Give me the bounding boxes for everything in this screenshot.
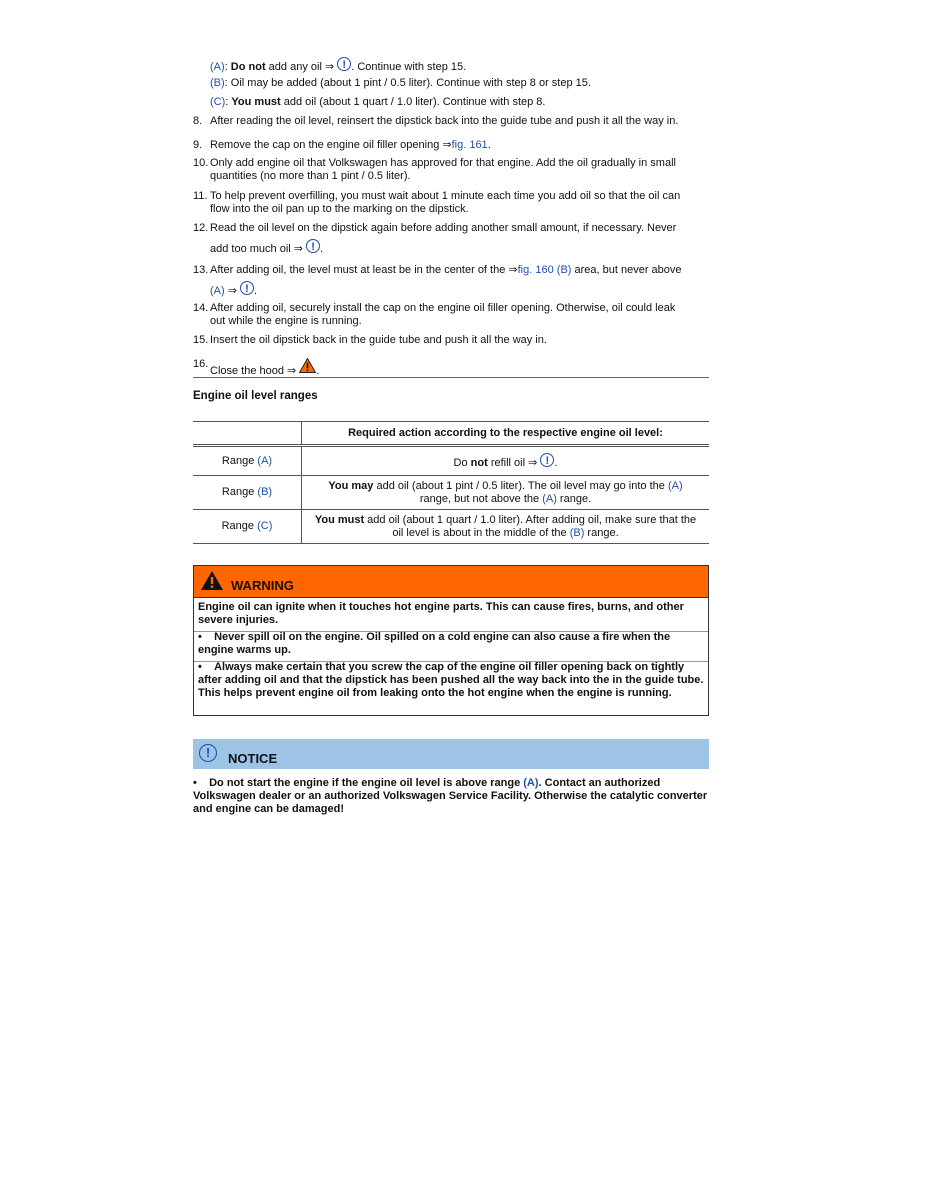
warning-triangle-icon[interactable] xyxy=(299,358,316,377)
notice-title: NOTICE xyxy=(228,751,278,766)
step-number: 10. xyxy=(193,157,209,169)
step-number: 9. xyxy=(193,139,203,151)
warning-box xyxy=(193,565,709,716)
action-cell: Do not refill oil ⇒ ! . xyxy=(302,446,710,476)
range-letter: (A) xyxy=(523,777,539,789)
range-cell: Range (C) xyxy=(193,510,302,544)
action-cell: You must add oil (about 1 quart / 1.0 liter). After adding oil, make sure that the oil level is about in the middle of the (B) range. xyxy=(302,510,710,544)
range-letter: (C) xyxy=(257,520,273,532)
range-cell: Range (A) xyxy=(193,446,302,476)
step-text: Read the oil level on the dipstick again before adding another small amount, if necessary. Never xyxy=(210,222,677,234)
step-text: quantities (no more than 1 pint / 0.5 liter). xyxy=(210,170,411,182)
substep-b: (B): Oil may be added (about 1 pint / 0.5 liter). Continue with step 8 or step 15. xyxy=(210,77,591,89)
section-divider xyxy=(193,377,709,378)
range-letter: (B) xyxy=(556,264,572,276)
range-cell: Range (B) xyxy=(193,476,302,510)
table-header-row xyxy=(193,422,709,446)
substep-c: (C): You must add oil (about 1 quart / 1.0 liter). Continue with step 8. xyxy=(210,96,546,108)
range-letter: (A) xyxy=(210,61,225,73)
step-text: out while the engine is running. xyxy=(210,315,362,327)
notice-icon[interactable]: ! xyxy=(540,453,554,467)
step-number: 8. xyxy=(193,115,203,127)
step-text: Remove the cap on the engine oil filler opening ⇒ xyxy=(210,139,452,151)
step-text: Insert the oil dipstick back in the guide tube and push it all the way in. xyxy=(210,334,547,346)
warning-bullet: • Always make certain that you screw the cap of the engine oil filler opening back on tightly after adding oil and that the dipstick has been pushed all the way back into the in the guide tube. This helps prevent engine oil from leaking onto the hot engine when the engine is running. xyxy=(198,661,704,699)
step-number: 15. xyxy=(193,334,209,346)
notice-header xyxy=(193,739,709,769)
range-letter: (C) xyxy=(210,96,226,108)
table-row xyxy=(193,476,709,510)
notice-icon[interactable]: ! xyxy=(240,281,254,295)
step-text: Only add engine oil that Volkswagen has approved for that engine. Add the oil gradually in small xyxy=(210,157,676,169)
warning-text: Engine oil can ignite when it touches hot engine parts. This can cause fires, burns, and other severe injuries. xyxy=(198,601,684,626)
range-letter: (A) xyxy=(210,285,225,297)
step-number: 13. xyxy=(193,264,209,276)
substep-a: (A): Do not add any oil ⇒ ! . Continue with step 15. xyxy=(210,59,467,73)
warning-bullet: • Never spill oil on the engine. Oil spilled on a cold engine can also cause a fire when the engine warms up. xyxy=(198,631,671,656)
step-number: 11. xyxy=(193,190,208,202)
warning-title: WARNING xyxy=(231,578,294,593)
range-letter: (A) xyxy=(257,454,273,467)
step-text: Close the hood ⇒ xyxy=(210,365,300,377)
table-row xyxy=(193,446,709,476)
warning-header xyxy=(194,566,708,598)
notice-icon[interactable]: ! xyxy=(306,239,320,253)
notice-icon: ! xyxy=(199,744,217,762)
table-row xyxy=(193,510,709,544)
notice-icon[interactable]: ! xyxy=(337,57,351,71)
step-number: 14. xyxy=(193,302,209,314)
step-number: 12. xyxy=(193,222,209,234)
figure-link[interactable]: fig. 161 xyxy=(451,139,488,151)
step-text: flow into the oil pan up to the marking on the dipstick. xyxy=(210,203,469,215)
step-text: After adding oil, securely install the cap on the engine oil filler opening. Otherwise, oil could leak xyxy=(210,302,676,314)
warning-triangle-icon xyxy=(200,570,224,594)
table-header-empty xyxy=(193,422,302,446)
notice-text: • Do not start the engine if the engine oil level is above range (A). Contact an authorized Volkswagen dealer or an authorized Volkswagen Service Facility. Otherwise the catalytic converter and engine can be damaged! xyxy=(193,777,708,815)
section-title: Engine oil level ranges xyxy=(193,390,318,402)
oil-level-table xyxy=(193,421,709,544)
figure-link[interactable]: fig. 160 xyxy=(517,264,554,276)
step-text: After reading the oil level, reinsert the dipstick back into the guide tube and push it all the way in. xyxy=(210,115,679,127)
step-text: To help prevent overfilling, you must wait about 1 minute each time you add oil so that the oil can xyxy=(210,190,681,202)
range-letter: (B) xyxy=(257,486,273,498)
action-cell: You may add oil (about 1 pint / 0.5 liter). The oil level may go into the (A) range, but not above the (A) range. xyxy=(302,476,710,510)
table-header: Required action according to the respective engine oil level: xyxy=(302,422,710,446)
step-number: 16. xyxy=(193,358,209,370)
range-letter: (B) xyxy=(210,77,225,89)
